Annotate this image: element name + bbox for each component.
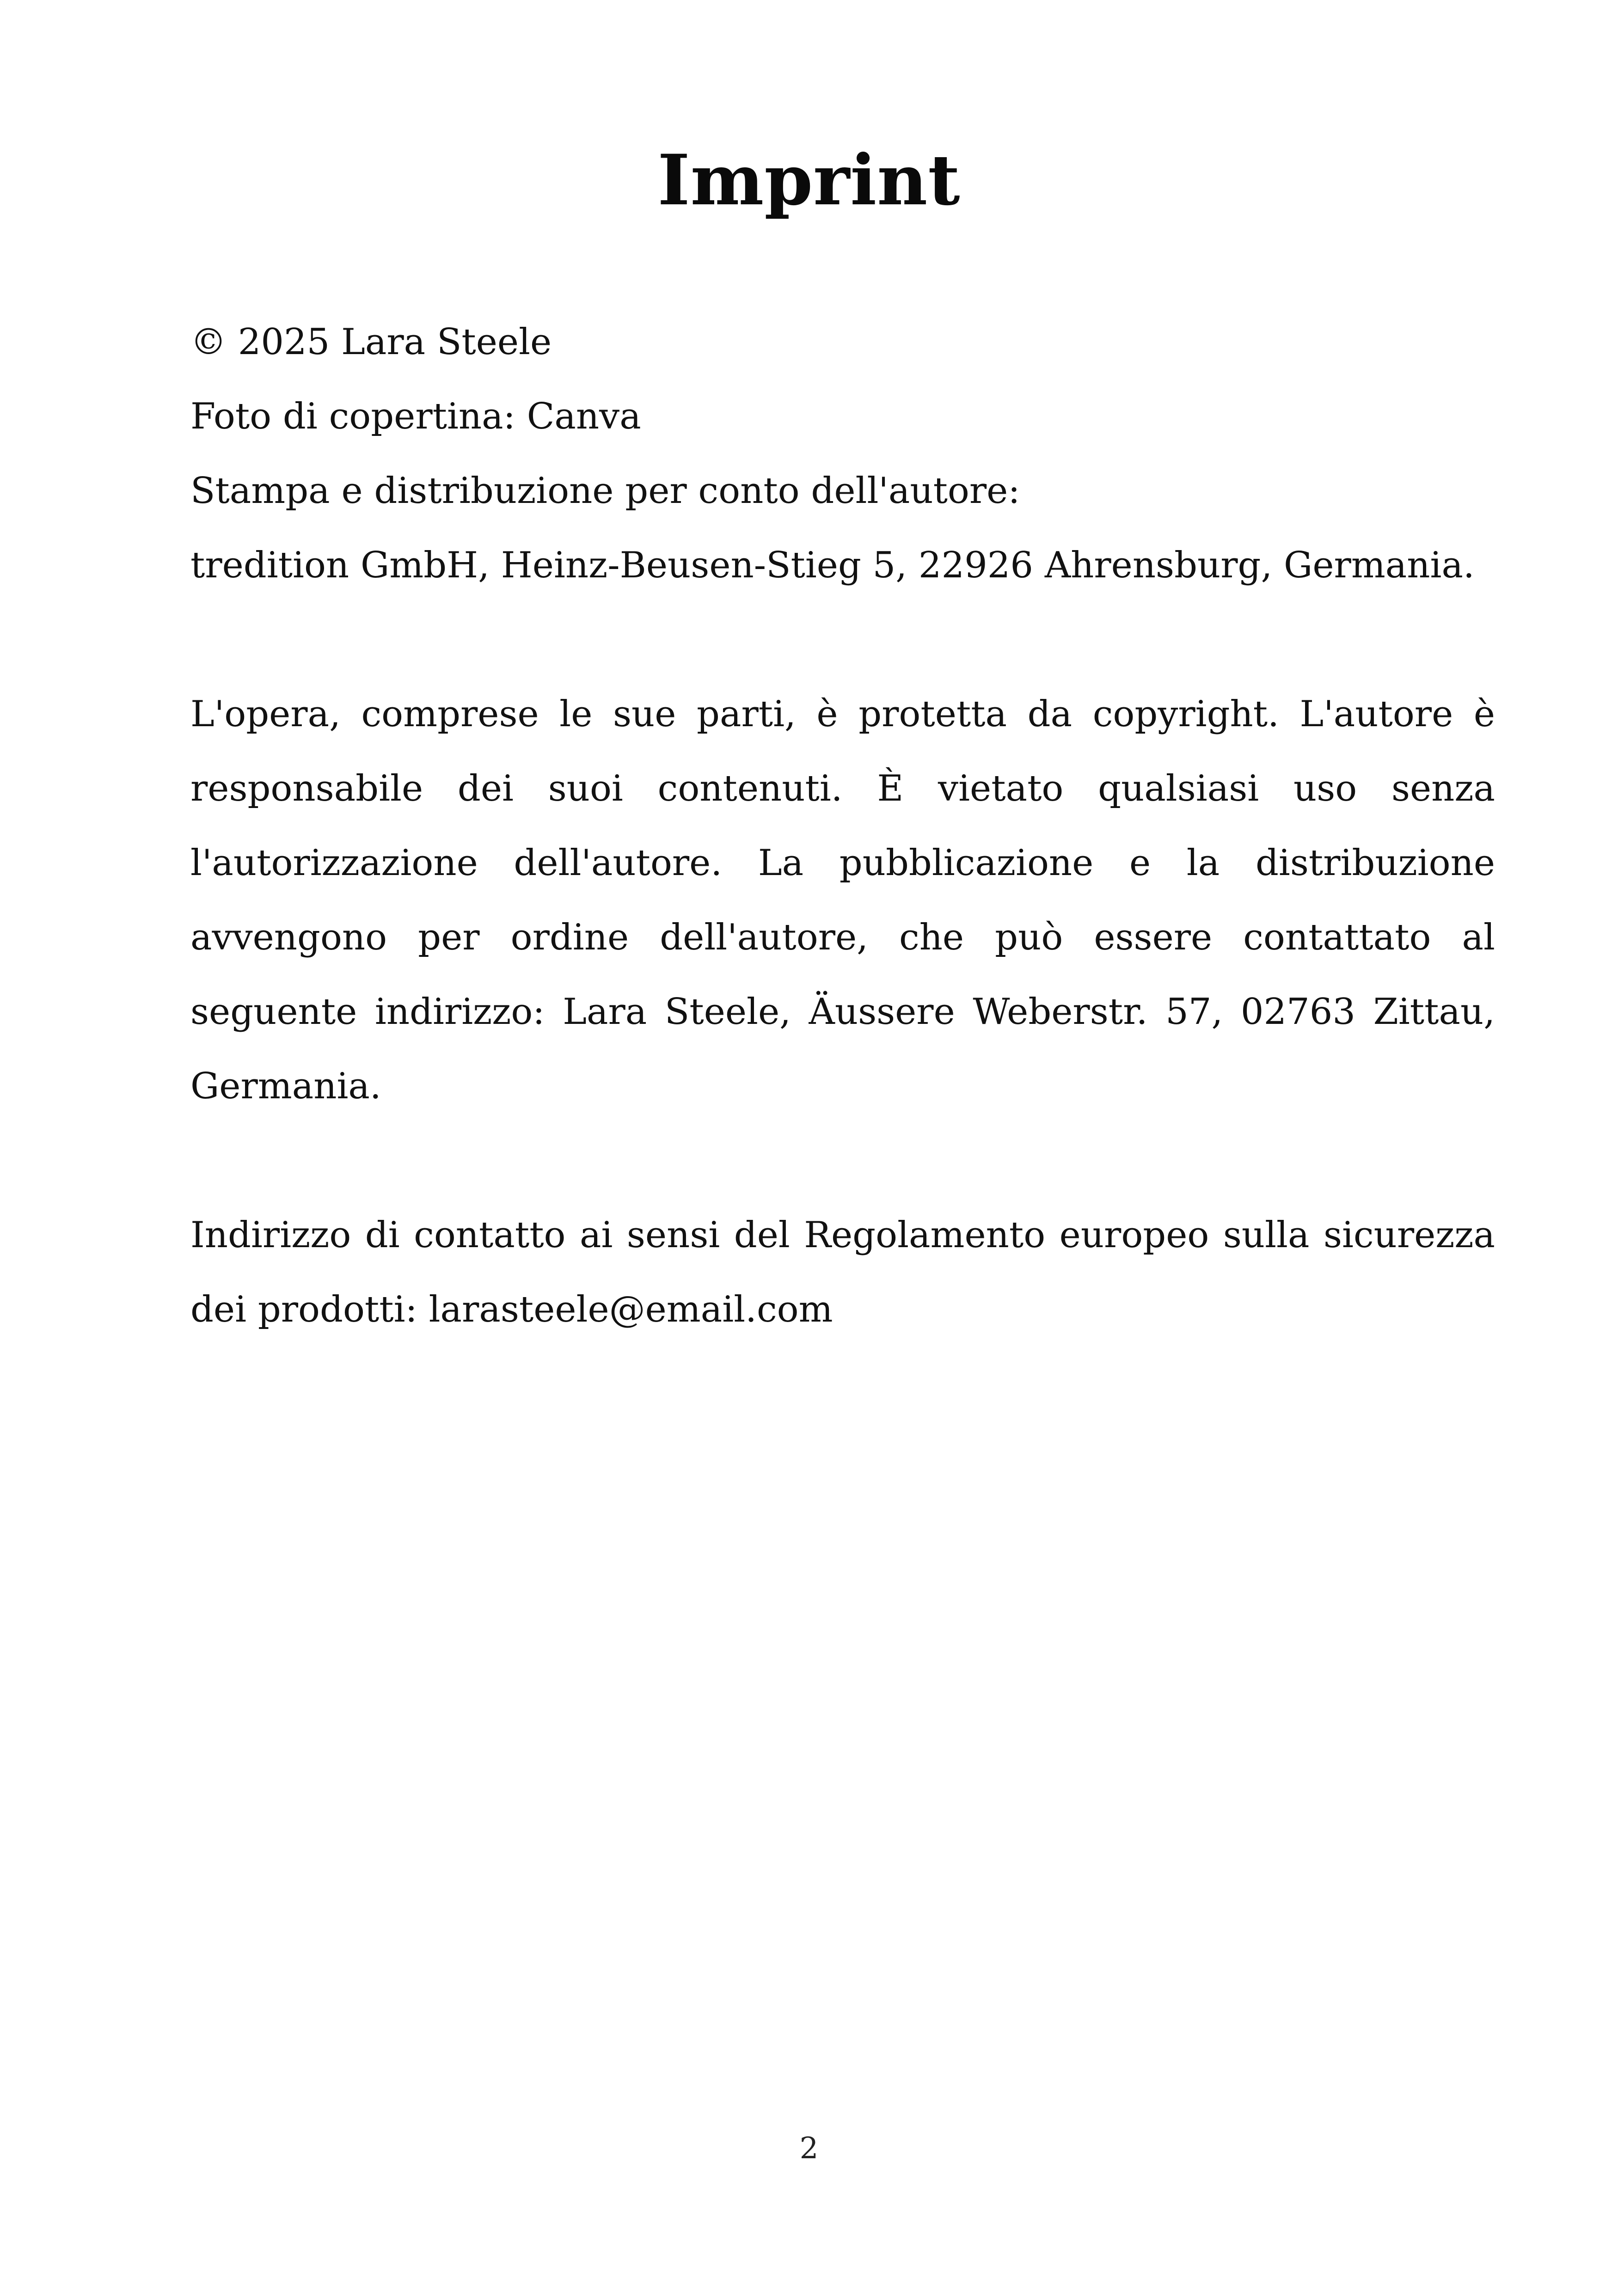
printing-label-line: Stampa e distribuzione per conto dell'autore: — [190, 470, 1020, 512]
page-number: 2 — [799, 2131, 819, 2166]
paragraph-spacer — [190, 603, 1495, 677]
copyright-line: © 2025 Lara Steele — [190, 321, 552, 363]
cover-photo-line: Foto di copertina: Canva — [190, 396, 641, 437]
paragraph-spacer — [190, 1124, 1495, 1198]
credits-block — [190, 305, 1495, 603]
safety-contact-paragraph: Indirizzo di contatto ai sensi del Regolamento europeo sulla sicurezza dei prodotti: larasteele@email.com — [190, 1214, 1495, 1330]
imprint-body — [190, 305, 1495, 1347]
copyright-notice-paragraph: L'opera, comprese le sue parti, è protetta da copyright. L'autore è responsabile dei suoi contenuti. È vietato qualsiasi uso senza l'autorizzazione dell'autore. La pubblicazione e la distribuzione avvengono per ordine dell'autore, che può essere contattato al seguente indirizzo: Lara Steele, Äussere Weberstr. 57, 02763 Zittau, Germania. — [190, 693, 1495, 1107]
printing-address-line: tredition GmbH, Heinz-Beusen-Stieg 5, 22926 Ahrensburg, Germania. — [190, 545, 1475, 586]
page-title: Imprint — [657, 140, 961, 221]
